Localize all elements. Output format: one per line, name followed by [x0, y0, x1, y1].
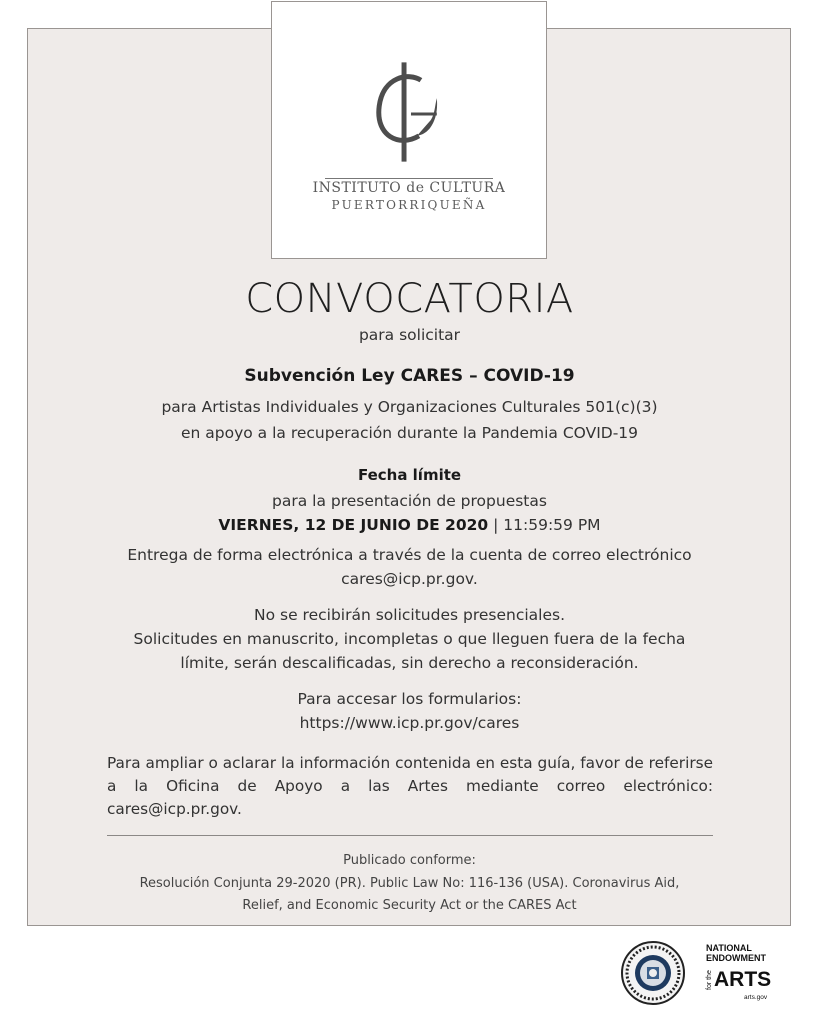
logo-line2: PUERTORRIQUEÑA: [331, 198, 487, 212]
nea-small: for the: [706, 970, 713, 990]
logo-line1: INSTITUTO de CULTURA: [312, 180, 506, 196]
footer-line1: Publicado conforme:: [343, 853, 476, 868]
page-subtitle: para solicitar: [358, 326, 461, 344]
deadline-datetime: [0, 516, 819, 534]
forms-url[interactable]: https://www.icp.pr.gov/cares: [299, 714, 520, 732]
deadline-time: | 11:59:59 PM: [493, 516, 601, 534]
contact-paragraph: Para ampliar o aclarar la información contenida en esta guía, favor de referirse a la Oficina de Apoyo a las Artes mediante correo electrónico: cares@icp.pr.gov.: [107, 754, 713, 818]
deadline-date: VIERNES, 12 DE JUNIO DE 2020: [218, 516, 489, 534]
puerto-rico-government-seal-icon: [620, 940, 686, 1006]
nea-line1: NATIONAL: [706, 943, 752, 953]
deadline-heading: Fecha límite: [357, 466, 462, 484]
nea-line2: ENDOWMENT: [706, 953, 766, 963]
icp-logo-box: [271, 1, 547, 259]
page-title: CONVOCATORIA: [245, 276, 574, 322]
rules-line3: límite, serán descalificadas, sin derecho a reconsideración.: [180, 654, 639, 672]
icp-logo-text: [272, 178, 546, 213]
delivery-email: cares@icp.pr.gov.: [341, 570, 478, 588]
rules-line2: Solicitudes en manuscrito, incompletas o que lleguen fuera de la fecha: [133, 630, 686, 648]
delivery-line1: Entrega de forma electrónica a través de la cuenta de correo electrónico: [127, 546, 692, 564]
footer-line3: Relief, and Economic Security Act or the CARES Act: [242, 898, 577, 913]
forms-label: Para accesar los formularios:: [297, 690, 522, 708]
rules-line1: No se recibirán solicitudes presenciales.: [254, 606, 565, 624]
nea-arts: ARTS: [714, 968, 772, 991]
grant-name: Subvención Ley CARES – COVID-19: [244, 366, 575, 386]
deadline-sub: para la presentación de propuestas: [272, 492, 547, 510]
grant-line2: en apoyo a la recuperación durante la Pandemia COVID-19: [180, 424, 639, 442]
nea-logo: [704, 942, 774, 1006]
grant-line1: para Artistas Individuales y Organizaciones Culturales 501(c)(3): [161, 398, 658, 416]
icp-monogram-icon: [272, 58, 546, 168]
footer-line2: Resolución Conjunta 29-2020 (PR). Public Law No: 116-136 (USA). Coronavirus Aid,: [139, 876, 680, 891]
nea-url: arts.gov: [744, 994, 768, 1001]
footer-divider: [107, 835, 713, 836]
